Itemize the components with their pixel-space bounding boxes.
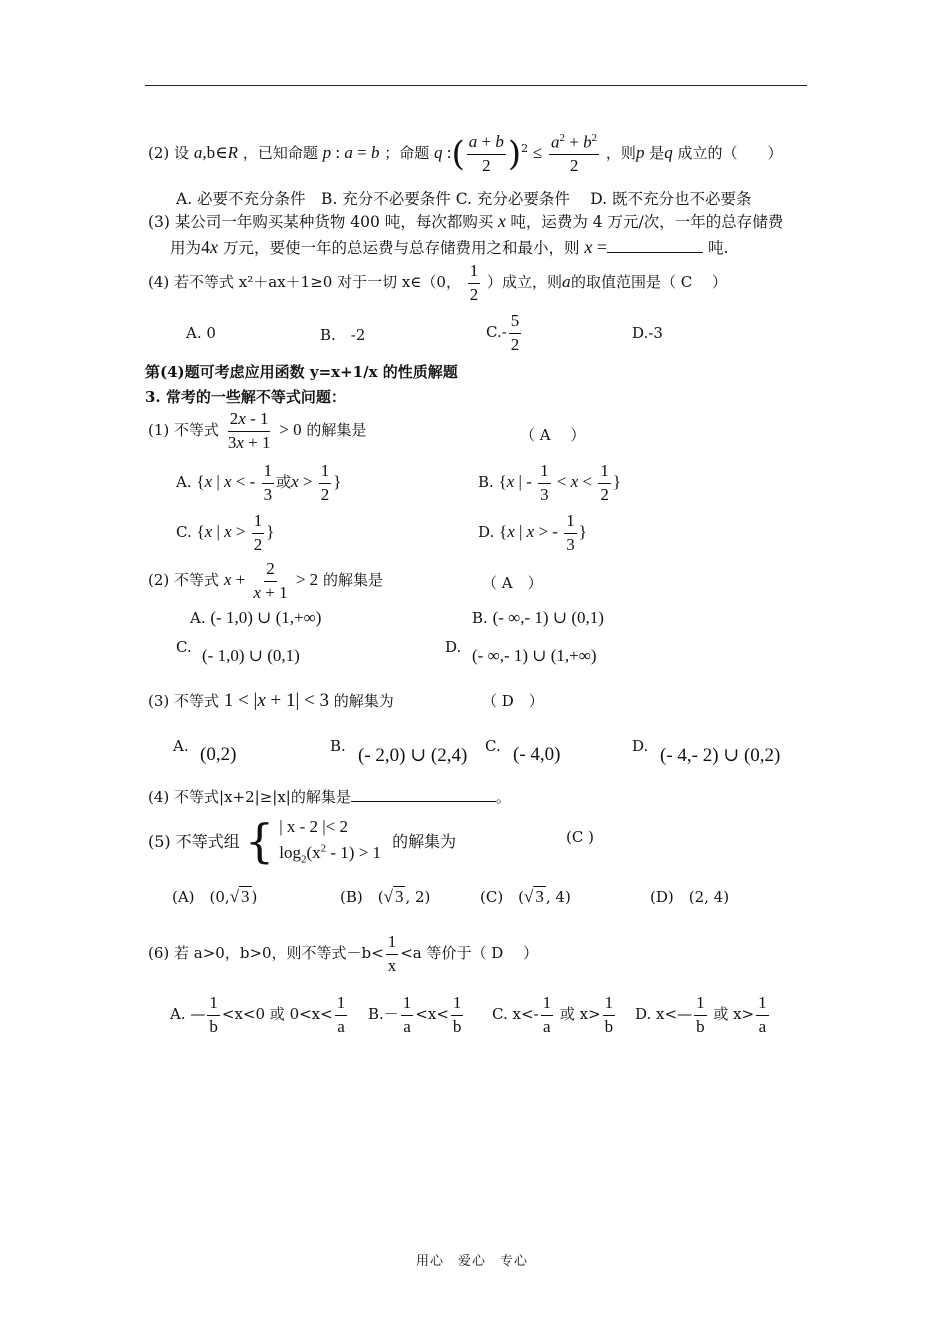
q3-line2c: 吨. — [708, 239, 729, 257]
p6-b-mid: <x< — [415, 1005, 449, 1024]
p1-a-label: A. — [176, 473, 192, 492]
q3-line2b: 万元，要使一年的总运费与总存储费用之和最小，则 — [222, 239, 580, 257]
p1-b-label: B. — [478, 473, 494, 492]
p6-text-a: (6) 若 a>0，b>0，则不等式－b< — [148, 944, 384, 963]
p2-answer: （ A ） — [482, 574, 543, 592]
p6-a-den1: b — [209, 1016, 218, 1036]
p5-a-label: (A) (0, — [172, 888, 230, 906]
p2-lead: (2) 不等式 — [148, 571, 220, 590]
p2-option-c-value: (- 1,0) ∪ (0,1) — [202, 646, 300, 665]
p1-d-label: D. — [478, 523, 495, 542]
p6-c-num2: 1 — [603, 994, 616, 1016]
p6-c-den2: b — [604, 1016, 614, 1036]
p6-c-mid: 或 x> — [555, 1005, 601, 1024]
p1-option-d: D. {x | x > - $\frac{1}{3}$ } — [478, 511, 587, 554]
p1-tail: 的解集是 — [306, 421, 367, 440]
p5-b-label: (B) ( — [340, 888, 384, 906]
p6-c-num1: 1 — [541, 994, 554, 1016]
p5-c-root: 3 — [535, 887, 544, 906]
p5-c-label: (C) ( — [480, 888, 525, 906]
p3-option-c-label: C. — [485, 737, 501, 755]
p6-a-label: A. — [170, 1005, 186, 1024]
p1-answer: （ A ） — [520, 426, 586, 444]
p5-tail: 的解集为 — [392, 832, 457, 852]
p5-a-end: ) — [251, 888, 258, 906]
q4-option-b: B. -2 — [320, 326, 366, 344]
p5-x: (x — [306, 842, 321, 862]
p2-option-c-label: C. — [176, 638, 192, 656]
p6-d-mid: 或 x> — [708, 1005, 755, 1024]
p6-option-d — [635, 994, 771, 1036]
p6-d-den2: a — [758, 1016, 767, 1036]
p5-option-a: (A) (0,√ 3 ) — [172, 887, 258, 906]
p6-frac-den: x — [387, 955, 397, 975]
question-3-line2: 用为4x 万元，要使一年的总运费与总存储费用之和最小，则 x = 吨. — [170, 237, 729, 257]
p5-c-end: , 4) — [545, 888, 571, 906]
p6-frac-num: 1 — [386, 933, 399, 955]
p6-option-c — [492, 994, 617, 1036]
p2-b-label: B. — [472, 609, 488, 627]
problem-5: (5) 不等式组 { | x - 2 |< 2 $\log_2(x^2 - 1) > 1$ 的解集为 — [148, 813, 457, 868]
p1-c-label: C. — [176, 523, 192, 542]
q4-option-c: C.- $\frac{5}{2}$ — [486, 311, 520, 354]
q4-text-c: 的取值范围是（ C ） — [571, 273, 728, 292]
p1-option-a: A. {x | x < - $\frac{1}{3}$ 或x > $\frac{1}{2}$ } — [176, 461, 342, 504]
p3-tail: 的解集为 — [333, 692, 394, 710]
p5-lead: (5) 不等式组 — [148, 832, 240, 852]
p5-system-line1: | x - 2 |< 2 — [279, 817, 349, 836]
problem-3: (3) 不等式 1 < |x + 1| < 3 的解集为 — [148, 690, 394, 711]
problem-4 — [148, 786, 511, 807]
q3-line2a: 用为 — [170, 239, 202, 257]
p5-rest: - 1) > 1 — [326, 842, 382, 862]
q3-line1b: 吨，运费为 4 万元/次，一年的总存储费 — [510, 213, 784, 231]
q4-option-d: D.-3 — [632, 324, 663, 342]
q4-option-c-label: C.- — [486, 323, 507, 342]
p6-a-mid: <x<0 或 0<x< — [221, 1005, 333, 1024]
p6-c-den1: a — [543, 1016, 551, 1036]
p2-b-value: (- ∞,- 1) ∪ (0,1) — [492, 608, 604, 627]
p6-option-a — [170, 994, 349, 1036]
problem-6 — [148, 933, 538, 975]
p2-option-d-label: D. — [445, 638, 462, 656]
problem-2: (2) 不等式 x + $\frac{2}{x + 1}$ > 2 的解集是 — [148, 559, 383, 602]
p5-a-root: 3 — [241, 887, 250, 906]
p6-b-den1: a — [403, 1016, 411, 1036]
p6-d-num2: 1 — [756, 994, 769, 1016]
p6-a-num2: 1 — [335, 994, 348, 1016]
p3-option-d-label: D. — [632, 737, 649, 755]
q3-line1a: (3) 某公司一年购买某种货物 400 吨，每次都购买 — [148, 213, 494, 231]
p6-text-b: <a 等价于（ D ） — [400, 944, 539, 963]
p3-option-b-label: B. — [330, 737, 346, 755]
header-rule — [145, 85, 807, 86]
p4-text: (4) 不等式|x+2|≥|x|的解集是 — [148, 788, 351, 806]
p4-end: 。 — [495, 788, 511, 806]
p6-b-den2: b — [452, 1016, 462, 1036]
p6-d-num1: 1 — [694, 994, 707, 1016]
note-q4: 第(4)题可考虑应用函数 y=x+1/x 的性质解题 — [145, 363, 458, 381]
section-3-title: 3. 常考的一些解不等式问题： — [145, 388, 346, 406]
p3-option-b-value: (- 2,0) ∪ (2,4) — [358, 745, 468, 766]
q2-semi: ；命题 — [384, 144, 430, 163]
p1-lead: (1) 不等式 — [148, 421, 220, 440]
p6-b-num2: 1 — [451, 994, 464, 1016]
p6-d-label: D. x< — [635, 1005, 678, 1024]
p2-a-value: (- 1,0) ∪ (1,+∞) — [210, 608, 322, 627]
q2-given: ，已知命题 — [242, 144, 318, 163]
p5-answer: (C ) — [566, 828, 594, 846]
p5-log: log — [279, 842, 301, 862]
p6-a-den2: a — [337, 1016, 345, 1036]
q2-is: 是 — [649, 144, 665, 163]
p3-answer: （ D ） — [482, 692, 544, 710]
p2-option-a — [190, 608, 321, 628]
p5-system-line2: $\log_2(x^2 - 1) > 1$ — [279, 841, 382, 865]
p6-b-label: B.－ — [368, 1005, 399, 1024]
q2-options: A. 必要不充分条件 B. 充分不必要条件 C. 充分必要条件 D. 既不充分也不必要条 — [176, 190, 752, 208]
p6-a-minus: — — [190, 1005, 206, 1024]
q2-cond: 成立的（ ） — [677, 144, 783, 163]
p3-option-c-value: (- 4,0) — [513, 744, 561, 765]
p3-option-d-value: (- 4,- 2) ∪ (0,2) — [660, 745, 781, 766]
q4-text-a: (4) 若不等式 x²＋ax＋1≥0 对于一切 x∈（0， — [148, 273, 461, 292]
question-4: (4) 若不等式 x²＋ax＋1≥0 对于一切 x∈（0， $\frac{1}{2}$ ）成立，则a的取值范围是（ C ） — [148, 261, 728, 304]
p6-d-den1: b — [696, 1016, 705, 1036]
p5-option-c: (C) (√ 3 , 4) — [480, 887, 571, 906]
p6-c-label: C. x<- — [492, 1005, 539, 1024]
p6-a-num1: 1 — [207, 994, 220, 1016]
p1-option-c: C. {x | x > $\frac{1}{2}$ } — [176, 511, 275, 554]
p6-b-num1: 1 — [401, 994, 414, 1016]
p5-b-root: 3 — [394, 887, 404, 906]
p3-option-a-value: (0,2) — [200, 744, 237, 765]
p2-tail: 的解集是 — [322, 571, 383, 590]
p2-option-d-value: (- ∞,- 1) ∪ (1,+∞) — [472, 646, 597, 665]
question-2: (2) 设 a,b∈R ，已知命题 p : a = b ；命题 q :( $\frac{a + b}{2}$ )$^2$ ≤ $\frac{a^2 + b^2}{2}$ ，则p 是q 成立的（ ） — [148, 131, 783, 176]
q4-text-b: ）成立，则 — [487, 273, 563, 292]
p6-d-minus: — — [677, 1005, 693, 1024]
p6-option-b — [368, 994, 465, 1036]
p2-a-label: A. — [190, 609, 206, 627]
p2-option-b — [472, 608, 604, 628]
question-3-line1: (3) 某公司一年购买某种货物 400 吨，每次都购买 x 吨，运费为 4 万元/次，一年的总存储费 — [148, 211, 784, 231]
q2-tail: ，则 — [605, 144, 636, 163]
q2-lead: (2) 设 — [148, 144, 190, 163]
p3-lead: (3) 不等式 — [148, 692, 220, 710]
problem-1: (1) 不等式 $\frac{2x - 1}{3x + 1}$ > 0 的解集是 — [148, 409, 367, 452]
page-footer: 用心 爱心 专心 — [416, 1254, 529, 1269]
p5-b-end: , 2) — [405, 888, 431, 906]
q4-option-a: A. 0 — [186, 324, 216, 342]
p3-option-a-label: A. — [173, 737, 189, 755]
p5-option-b: (B) (√ 3 , 2) — [340, 887, 431, 906]
p5-option-d: (D) (2, 4) — [650, 888, 730, 906]
p1-option-b: B. {x | - $\frac{1}{3}$ < x < $\frac{1}{2}$ } — [478, 461, 622, 504]
